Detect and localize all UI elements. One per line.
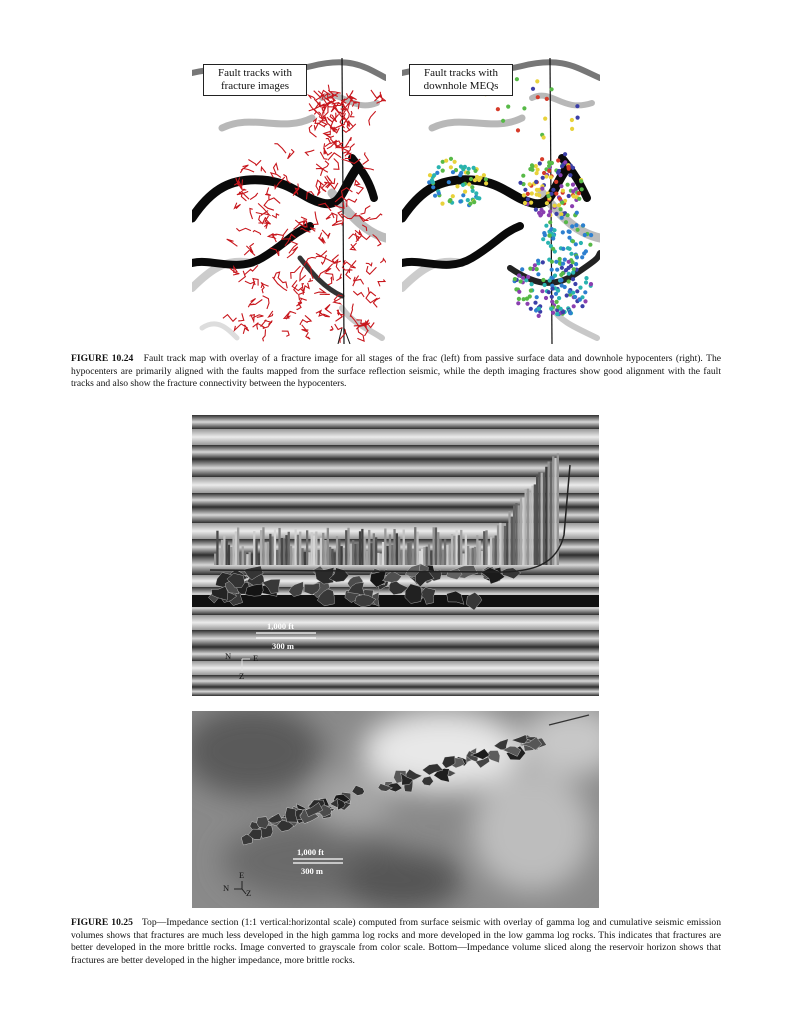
meq-dot <box>561 262 565 266</box>
meq-dot <box>448 199 452 203</box>
meq-dot <box>471 189 475 193</box>
meq-dot <box>563 152 567 156</box>
fig1024-left-label: Fault tracks with fracture images <box>203 64 307 96</box>
meq-dot <box>564 220 568 224</box>
meq-dot <box>541 176 545 180</box>
meq-dot <box>463 190 467 194</box>
meq-dot <box>529 201 533 205</box>
fig1025-top-axis-e: E <box>253 653 259 663</box>
meq-dot <box>541 237 545 241</box>
meq-dot <box>466 171 470 175</box>
fig1025-top-scale-ft: 1,000 ft <box>267 621 294 631</box>
meq-dot <box>447 180 451 184</box>
meq-dot <box>555 312 559 316</box>
meq-dot <box>540 157 544 161</box>
meq-dot <box>552 228 556 232</box>
meq-dot <box>578 286 582 290</box>
meq-dot <box>560 283 564 287</box>
fig1025-top-axis-n: N <box>225 651 232 661</box>
meq-dot <box>561 271 565 275</box>
meq-dot <box>567 194 571 198</box>
meq-dot <box>566 183 570 187</box>
meq-dot <box>566 213 570 217</box>
meq-dot <box>523 201 527 205</box>
meq-dot <box>583 299 587 303</box>
meq-dot <box>469 177 473 181</box>
meq-dot <box>551 188 555 192</box>
meq-dot <box>501 119 505 123</box>
meq-dot <box>526 197 530 201</box>
meq-dot <box>554 180 558 184</box>
meq-dot <box>570 204 574 208</box>
meq-dot <box>541 278 545 282</box>
meq-dot <box>451 194 455 198</box>
meq-dot <box>540 187 544 191</box>
meq-dot <box>449 157 453 161</box>
meq-dot <box>470 185 474 189</box>
meq-dot <box>529 289 533 293</box>
meq-dot <box>538 161 542 165</box>
meq-dot <box>459 165 463 169</box>
meq-dot <box>535 192 539 196</box>
fig1025-bottom-axis-z: Z <box>246 888 252 898</box>
meq-dot <box>440 202 444 206</box>
meq-dot <box>548 278 552 282</box>
meq-dot <box>570 127 574 131</box>
meq-dot <box>543 117 547 121</box>
meq-dot <box>584 280 588 284</box>
meq-dot <box>535 267 539 271</box>
meq-dot <box>528 182 532 186</box>
meq-dot <box>554 292 558 296</box>
meq-dot <box>581 223 585 227</box>
fig1025-bottom-scale-m: 300 m <box>301 866 323 876</box>
meq-dot <box>568 247 572 251</box>
meq-dot <box>535 188 539 192</box>
meq-dot <box>550 300 554 304</box>
meq-dot <box>529 307 533 311</box>
meq-dot <box>519 279 523 283</box>
meq-dot <box>540 289 544 293</box>
meq-dot <box>570 224 574 228</box>
meq-dot <box>472 166 476 170</box>
meq-dot <box>537 211 541 215</box>
meq-dot <box>584 276 588 280</box>
meq-dot <box>513 277 517 281</box>
meq-dot <box>437 165 441 169</box>
meq-dot <box>575 289 579 293</box>
meq-dot <box>560 266 564 270</box>
fig1024-caption-text: Fault track map with overlay of a fracture image for all stages of the frac (left) from passive surface data and downhole hypocenters (right). The hypocenters are primarily aligned with the faults mapped from the surface reflection seismic, while the depth imaging fractures show good alignment with the fault tracks and also show the fracture connectivity between the hypocenters. <box>71 353 722 389</box>
meq-dot <box>472 200 476 204</box>
meq-dot <box>523 188 527 192</box>
meq-dot <box>551 247 555 251</box>
meq-dot <box>482 173 486 177</box>
meq-dot <box>567 229 571 233</box>
meq-dot <box>566 165 570 169</box>
meq-dot <box>550 295 554 299</box>
meq-dot <box>547 290 551 294</box>
fig1025-bottom-panel <box>192 711 599 908</box>
meq-dot <box>563 258 567 262</box>
meq-dot <box>444 159 448 163</box>
fig1025-bottom-axis-e: E <box>239 870 245 880</box>
fig1025-caption-number: FIGURE 10.25 <box>71 917 133 928</box>
meq-dot <box>567 260 571 264</box>
meq-dot <box>578 298 582 302</box>
meq-dot <box>535 295 539 299</box>
meq-dot <box>589 282 593 286</box>
meq-dot <box>528 267 532 271</box>
meq-dot <box>536 272 540 276</box>
meq-dot <box>543 233 547 237</box>
meq-dot <box>554 192 558 196</box>
meq-dot <box>522 193 526 197</box>
meq-dot <box>574 223 578 227</box>
meq-dot <box>568 311 572 315</box>
meq-dot <box>571 183 575 187</box>
meq-dot <box>554 260 558 264</box>
meq-dot <box>580 187 584 191</box>
meq-dot <box>544 174 548 178</box>
meq-dot <box>475 196 479 200</box>
meq-dot <box>576 116 580 120</box>
meq-dot <box>571 239 575 243</box>
meq-dot <box>534 180 538 184</box>
meq-dot <box>559 307 563 311</box>
meq-dot <box>525 302 529 306</box>
fig1025-top-axis-z: Z <box>239 671 245 681</box>
meq-dot <box>533 263 537 267</box>
meq-dot <box>461 183 465 187</box>
meq-dot <box>459 171 463 175</box>
meq-dot <box>515 77 519 81</box>
meq-dot <box>584 249 588 253</box>
meq-dot <box>517 273 521 277</box>
fig1024-right-panel <box>402 58 600 344</box>
meq-dot <box>560 201 564 205</box>
meq-dot <box>568 173 572 177</box>
meq-dot <box>526 192 530 196</box>
meq-dot <box>449 165 453 169</box>
meq-dot <box>550 87 554 91</box>
meq-dot <box>550 287 554 291</box>
meq-dot <box>537 307 541 311</box>
meq-dot <box>484 181 488 185</box>
meq-dot <box>531 87 535 91</box>
meq-dot <box>572 304 576 308</box>
meq-dot <box>575 104 579 108</box>
meq-dot <box>536 259 540 263</box>
fig1025-caption <box>71 917 721 967</box>
meq-dot <box>530 168 534 172</box>
meq-dot <box>576 228 580 232</box>
meq-dot <box>545 97 549 101</box>
meq-dot <box>555 268 559 272</box>
meq-dot <box>551 236 555 240</box>
meq-dot <box>557 169 561 173</box>
meq-dot <box>547 169 551 173</box>
meq-dot <box>571 260 575 264</box>
meq-dot <box>530 191 534 195</box>
fig1025-top-panel <box>192 415 599 696</box>
meq-dot <box>463 165 467 169</box>
fig1025-bottom-scale-ft: 1,000 ft <box>297 847 324 857</box>
meq-dot <box>524 278 528 282</box>
meq-dot <box>533 301 537 305</box>
meq-dot <box>453 160 457 164</box>
meq-dot <box>546 194 550 198</box>
meq-dot <box>432 173 436 177</box>
meq-dot <box>455 184 459 188</box>
meq-dot <box>535 171 539 175</box>
meq-dot <box>521 174 525 178</box>
fig1024-caption-number: FIGURE 10.24 <box>71 353 134 364</box>
meq-dot <box>530 282 534 286</box>
meq-dot <box>571 277 575 281</box>
meq-dot <box>530 163 534 167</box>
meq-dot <box>567 272 571 276</box>
meq-dot <box>583 290 587 294</box>
meq-dot <box>461 193 465 197</box>
meq-dot <box>554 212 558 216</box>
meq-dot <box>541 210 545 214</box>
fig1025-caption-text: Top—Impedance section (1:1 vertical:horizontal scale) computed from surface seismic with overlay of gamma log and cumulative seismic emission volumes shows that fractures are much less developed in the high gamma log rocks and more developed in the low gamma log rocks. This indicates that fractures are better developed in the more brittle rocks. Image converted to grayscale from color scale. Bottom—Impedance volume sliced along the reservoir horizon shows that fractures are better developed in the higher impedance, more brittle rocks. <box>71 917 722 966</box>
fig1024-right-label: Fault tracks with downhole MEQs <box>409 64 513 96</box>
meq-dot <box>468 202 472 206</box>
meq-dot <box>474 191 478 195</box>
meq-dot <box>577 197 581 201</box>
meq-dot <box>458 199 462 203</box>
meq-dot <box>541 260 545 264</box>
meq-dot <box>516 128 520 132</box>
meq-dot <box>548 209 552 213</box>
meq-dot <box>556 158 560 162</box>
meq-dot <box>479 176 483 180</box>
meq-dot <box>534 208 538 212</box>
meq-dot <box>575 211 579 215</box>
meq-dot <box>451 170 455 174</box>
meq-dot <box>561 230 565 234</box>
meq-dot <box>535 79 539 83</box>
meq-dot <box>536 95 540 99</box>
meq-dot <box>437 191 441 195</box>
meq-dot <box>580 255 584 259</box>
meq-dot <box>579 179 583 183</box>
meq-dot <box>547 213 551 217</box>
meq-dot <box>571 291 575 295</box>
meq-dot <box>588 243 592 247</box>
meq-dot <box>428 173 432 177</box>
meq-dot <box>550 260 554 264</box>
meq-dot <box>547 164 551 168</box>
meq-dot <box>544 224 548 228</box>
meq-dot <box>431 180 435 184</box>
meq-dot <box>548 220 552 224</box>
meq-dot <box>571 166 575 170</box>
meq-dot <box>573 282 577 286</box>
meq-dot <box>565 293 569 297</box>
meq-dot <box>520 267 524 271</box>
meq-dot <box>542 135 546 139</box>
meq-dot <box>548 234 552 238</box>
meq-dot <box>549 307 553 311</box>
meq-dot <box>525 297 529 301</box>
meq-dot <box>549 175 553 179</box>
meq-dot <box>473 178 477 182</box>
fig1024-left-panel <box>192 58 386 344</box>
meq-dot <box>484 177 488 181</box>
meq-dot <box>589 233 593 237</box>
meq-dot <box>433 194 437 198</box>
meq-dot <box>550 268 554 272</box>
meq-dot <box>559 278 563 282</box>
meq-dot <box>559 184 563 188</box>
meq-dot <box>570 118 574 122</box>
meq-dot <box>561 189 565 193</box>
meq-dot <box>583 233 587 237</box>
meq-dot <box>466 198 470 202</box>
meq-dot <box>543 283 547 287</box>
meq-dot <box>496 107 500 111</box>
meq-dot <box>575 255 579 259</box>
meq-dot <box>431 185 435 189</box>
meq-dot <box>506 105 510 109</box>
meq-dot <box>553 204 557 208</box>
meq-dot <box>561 247 565 251</box>
meq-dot <box>567 279 571 283</box>
meq-dot <box>567 236 571 240</box>
meq-dot <box>544 296 548 300</box>
meq-dot <box>579 241 583 245</box>
meq-dot <box>568 290 572 294</box>
meq-dot <box>517 297 521 301</box>
meq-dot <box>551 311 555 315</box>
meq-dot <box>577 191 581 195</box>
meq-dot <box>553 274 557 278</box>
meq-dot <box>537 314 541 318</box>
meq-dot <box>517 290 521 294</box>
meq-dot <box>546 241 550 245</box>
meq-dot <box>559 207 563 211</box>
meq-dot <box>557 296 561 300</box>
meq-dot <box>580 304 584 308</box>
fig1025-top-scale-m: 300 m <box>272 641 294 651</box>
meq-dot <box>560 216 564 220</box>
fig1024-caption <box>71 353 721 391</box>
fig1025-bottom-axis-n: N <box>223 883 230 893</box>
meq-dot <box>441 169 445 173</box>
meq-dot <box>555 300 559 304</box>
meq-dot <box>518 181 522 185</box>
meq-dot <box>545 201 549 205</box>
meq-dot <box>571 271 575 275</box>
meq-dot <box>516 301 520 305</box>
meq-dot <box>467 167 471 171</box>
meq-dot <box>573 295 577 299</box>
meq-dot <box>522 106 526 110</box>
meq-dot <box>563 160 567 164</box>
meq-dot <box>569 264 573 268</box>
meq-dot <box>467 182 471 186</box>
meq-dot <box>558 257 562 261</box>
meq-dot <box>569 252 573 256</box>
